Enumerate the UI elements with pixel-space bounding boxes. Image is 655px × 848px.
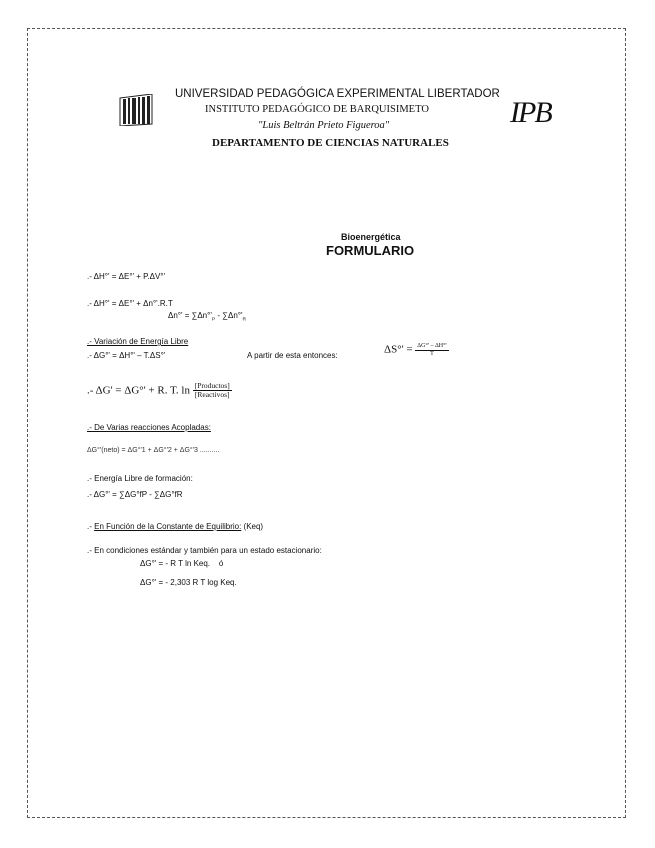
section-coupled-reactions: .- De Varias reacciones Acopladas: [87, 423, 211, 432]
formula-gibbs: .- ΔG°' = ΔH°' – T.ΔS°' [87, 351, 166, 360]
formula-enthalpy: .- ΔH°' = ΔE°' + P.ΔV°' [87, 272, 166, 281]
institute-name: INSTITUTO PEDAGÓGICO DE BARQUISIMETO [205, 104, 429, 115]
formula-equilibrium-ln: ΔG°' = - R T ln Keq. ó [140, 559, 224, 568]
ipb-logo: IPB [510, 96, 551, 129]
formula-equilibrium-log: ΔG°' = - 2,303 R T log Keq. [140, 578, 237, 587]
formula-coupled: ΔG°'(neto) = ΔG°'1 + ΔG°'2 + ΔG°'3 .......... [87, 447, 220, 454]
page-title: FORMULARIO [326, 243, 415, 258]
section-equilibrium: .- En Función de la Constante de Equilibrio: (Keq) [87, 522, 264, 531]
university-name: UNIVERSIDAD PEDAGÓGICA EXPERIMENTAL LIBERTADOR [175, 88, 500, 100]
formula-delta-n: $\Delta n^\circ' = \sum\Delta n^\circ'_P - \sum\Delta n^\circ'_R$ [168, 311, 247, 323]
department-name: DEPARTAMENTO DE CIENCIAS NATURALES [212, 137, 449, 149]
formula-gibbs-reaction: .- ΔG' = ΔG°' + R. T. ln $\frac{\text{[Productos]}}{\text{[Reactivos]}}$ [87, 381, 230, 400]
section-standard-conditions: .- En condiciones estándar y también para un estado estacionario: [87, 546, 322, 555]
upel-logo [118, 94, 154, 126]
section-free-energy: .- Variación de Energía Libre [87, 337, 189, 346]
formula-entropy: ΔS°' = $\frac{\Delta G^\circ' - \Delta H^\circ'}{T}$ [384, 343, 447, 357]
formula-enthalpy-moles: .- ΔH°' = ΔE°' + Δn°'.R.T [87, 299, 173, 308]
formula-gibbs-note: A partir de esta entonces: [247, 351, 338, 360]
formula-formation: .- ΔG°' = ∑ΔG°fP - ∑ΔG°fR [87, 490, 183, 499]
section-formation-energy: .- Energía Libre de formación: [87, 474, 193, 483]
namesake-name: "Luis Beltrán Prieto Figueroa" [258, 120, 390, 131]
subtitle: Bioenergética [341, 232, 401, 242]
